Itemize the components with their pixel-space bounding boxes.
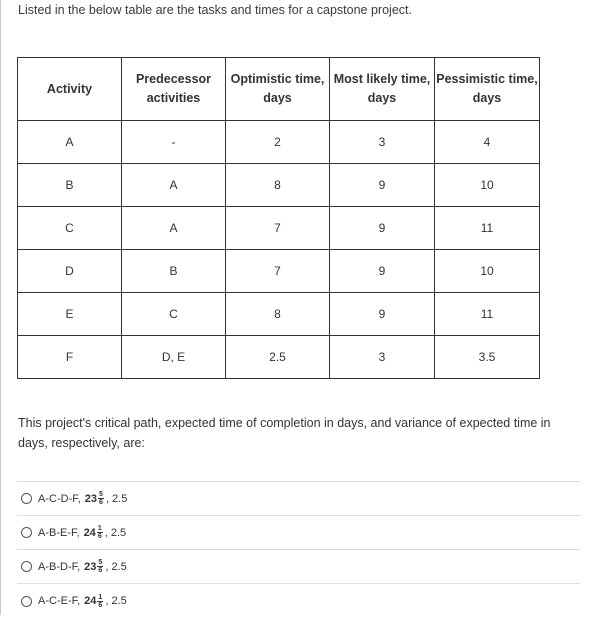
cell-pessimistic: 11 [435,293,540,336]
fraction-denominator: 6 [98,567,103,574]
table-row [18,293,540,336]
cell-most-likely: 3 [330,336,435,379]
cell-pessimistic: 4 [435,121,540,164]
option-time-fraction [97,559,103,574]
option-path: A-C-D-F, [38,492,81,505]
option-variance: , 2.5 [105,560,127,573]
cell-optimistic: 8 [226,293,330,336]
cell-activity: A [18,121,122,164]
option-time-whole: 23 [84,492,98,505]
header-pessimistic: Pessimistic time, days [435,58,540,121]
option-variance: , 2.5 [105,595,127,607]
header-predecessor: Predecessor activities [122,58,226,121]
fraction-denominator: 6 [98,601,103,609]
fraction-denominator: 6 [97,533,102,540]
option-time-fraction [97,525,103,540]
header-optimistic: Optimistic time, days [226,58,330,121]
cell-predecessor: B [122,250,226,293]
cell-pessimistic: 10 [435,250,540,293]
cell-optimistic: 2.5 [226,336,330,379]
fraction-numerator: 5 [98,559,103,566]
radio-button-icon[interactable] [21,561,32,572]
table-row [18,336,540,379]
answer-option-label [38,525,126,540]
table-header-row [18,58,540,121]
option-time-whole: 24 [84,595,97,607]
answer-option[interactable] [17,584,580,618]
answer-option[interactable] [17,550,580,584]
fraction-numerator: 5 [99,491,103,498]
fraction-numerator: 1 [98,593,103,601]
radio-button-icon[interactable] [21,493,32,504]
cell-most-likely: 9 [330,207,435,250]
answer-option[interactable] [17,482,580,516]
intro-text: Listed in the below table are the tasks and times for a capstone project. [18,3,412,17]
cell-most-likely: 9 [330,293,435,336]
radio-button-icon[interactable] [21,527,32,538]
option-time-whole: 24 [83,526,96,539]
table-row [18,250,540,293]
cell-most-likely: 3 [330,121,435,164]
task-times-table [17,57,540,379]
cell-optimistic: 7 [226,250,330,293]
cell-predecessor: C [122,293,226,336]
option-path: A-B-E-F, [38,526,80,539]
answer-options [17,481,580,618]
table-row [18,207,540,250]
header-most-likely: Most likely time, days [330,58,435,121]
cell-activity: D [18,250,122,293]
cell-activity: F [18,336,122,379]
header-activity: Activity [18,58,122,121]
answer-option-label [38,594,127,609]
radio-button-icon[interactable] [21,596,32,607]
cell-activity: B [18,164,122,207]
table-row [18,164,540,207]
cell-pessimistic: 11 [435,207,540,250]
answer-option-label [38,491,127,506]
page-left-border [0,0,1,615]
table-row [18,121,540,164]
option-time-fraction [97,594,103,609]
cell-optimistic: 8 [226,164,330,207]
cell-predecessor: A [122,164,226,207]
option-time-fraction [98,491,104,506]
question-text: This project's critical path, expected time of completion in days, and variance of expected time in days, respectively, are: [18,416,551,450]
cell-optimistic: 7 [226,207,330,250]
answer-option[interactable] [17,516,580,550]
cell-predecessor: D, E [122,336,226,379]
answer-option-label [38,559,127,574]
cell-most-likely: 9 [330,164,435,207]
cell-pessimistic: 10 [435,164,540,207]
cell-activity: E [18,293,122,336]
option-time-whole: 23 [84,560,97,573]
option-variance: , 2.5 [105,492,128,505]
fraction-denominator: 6 [99,499,103,506]
option-path: A-B-D-F, [38,560,81,573]
cell-optimistic: 2 [226,121,330,164]
cell-predecessor: - [122,121,226,164]
option-path: A-C-E-F, [38,595,81,607]
cell-predecessor: A [122,207,226,250]
cell-activity: C [18,207,122,250]
cell-most-likely: 9 [330,250,435,293]
cell-pessimistic: 3.5 [435,336,540,379]
option-variance: , 2.5 [104,526,127,539]
fraction-numerator: 1 [97,525,102,532]
